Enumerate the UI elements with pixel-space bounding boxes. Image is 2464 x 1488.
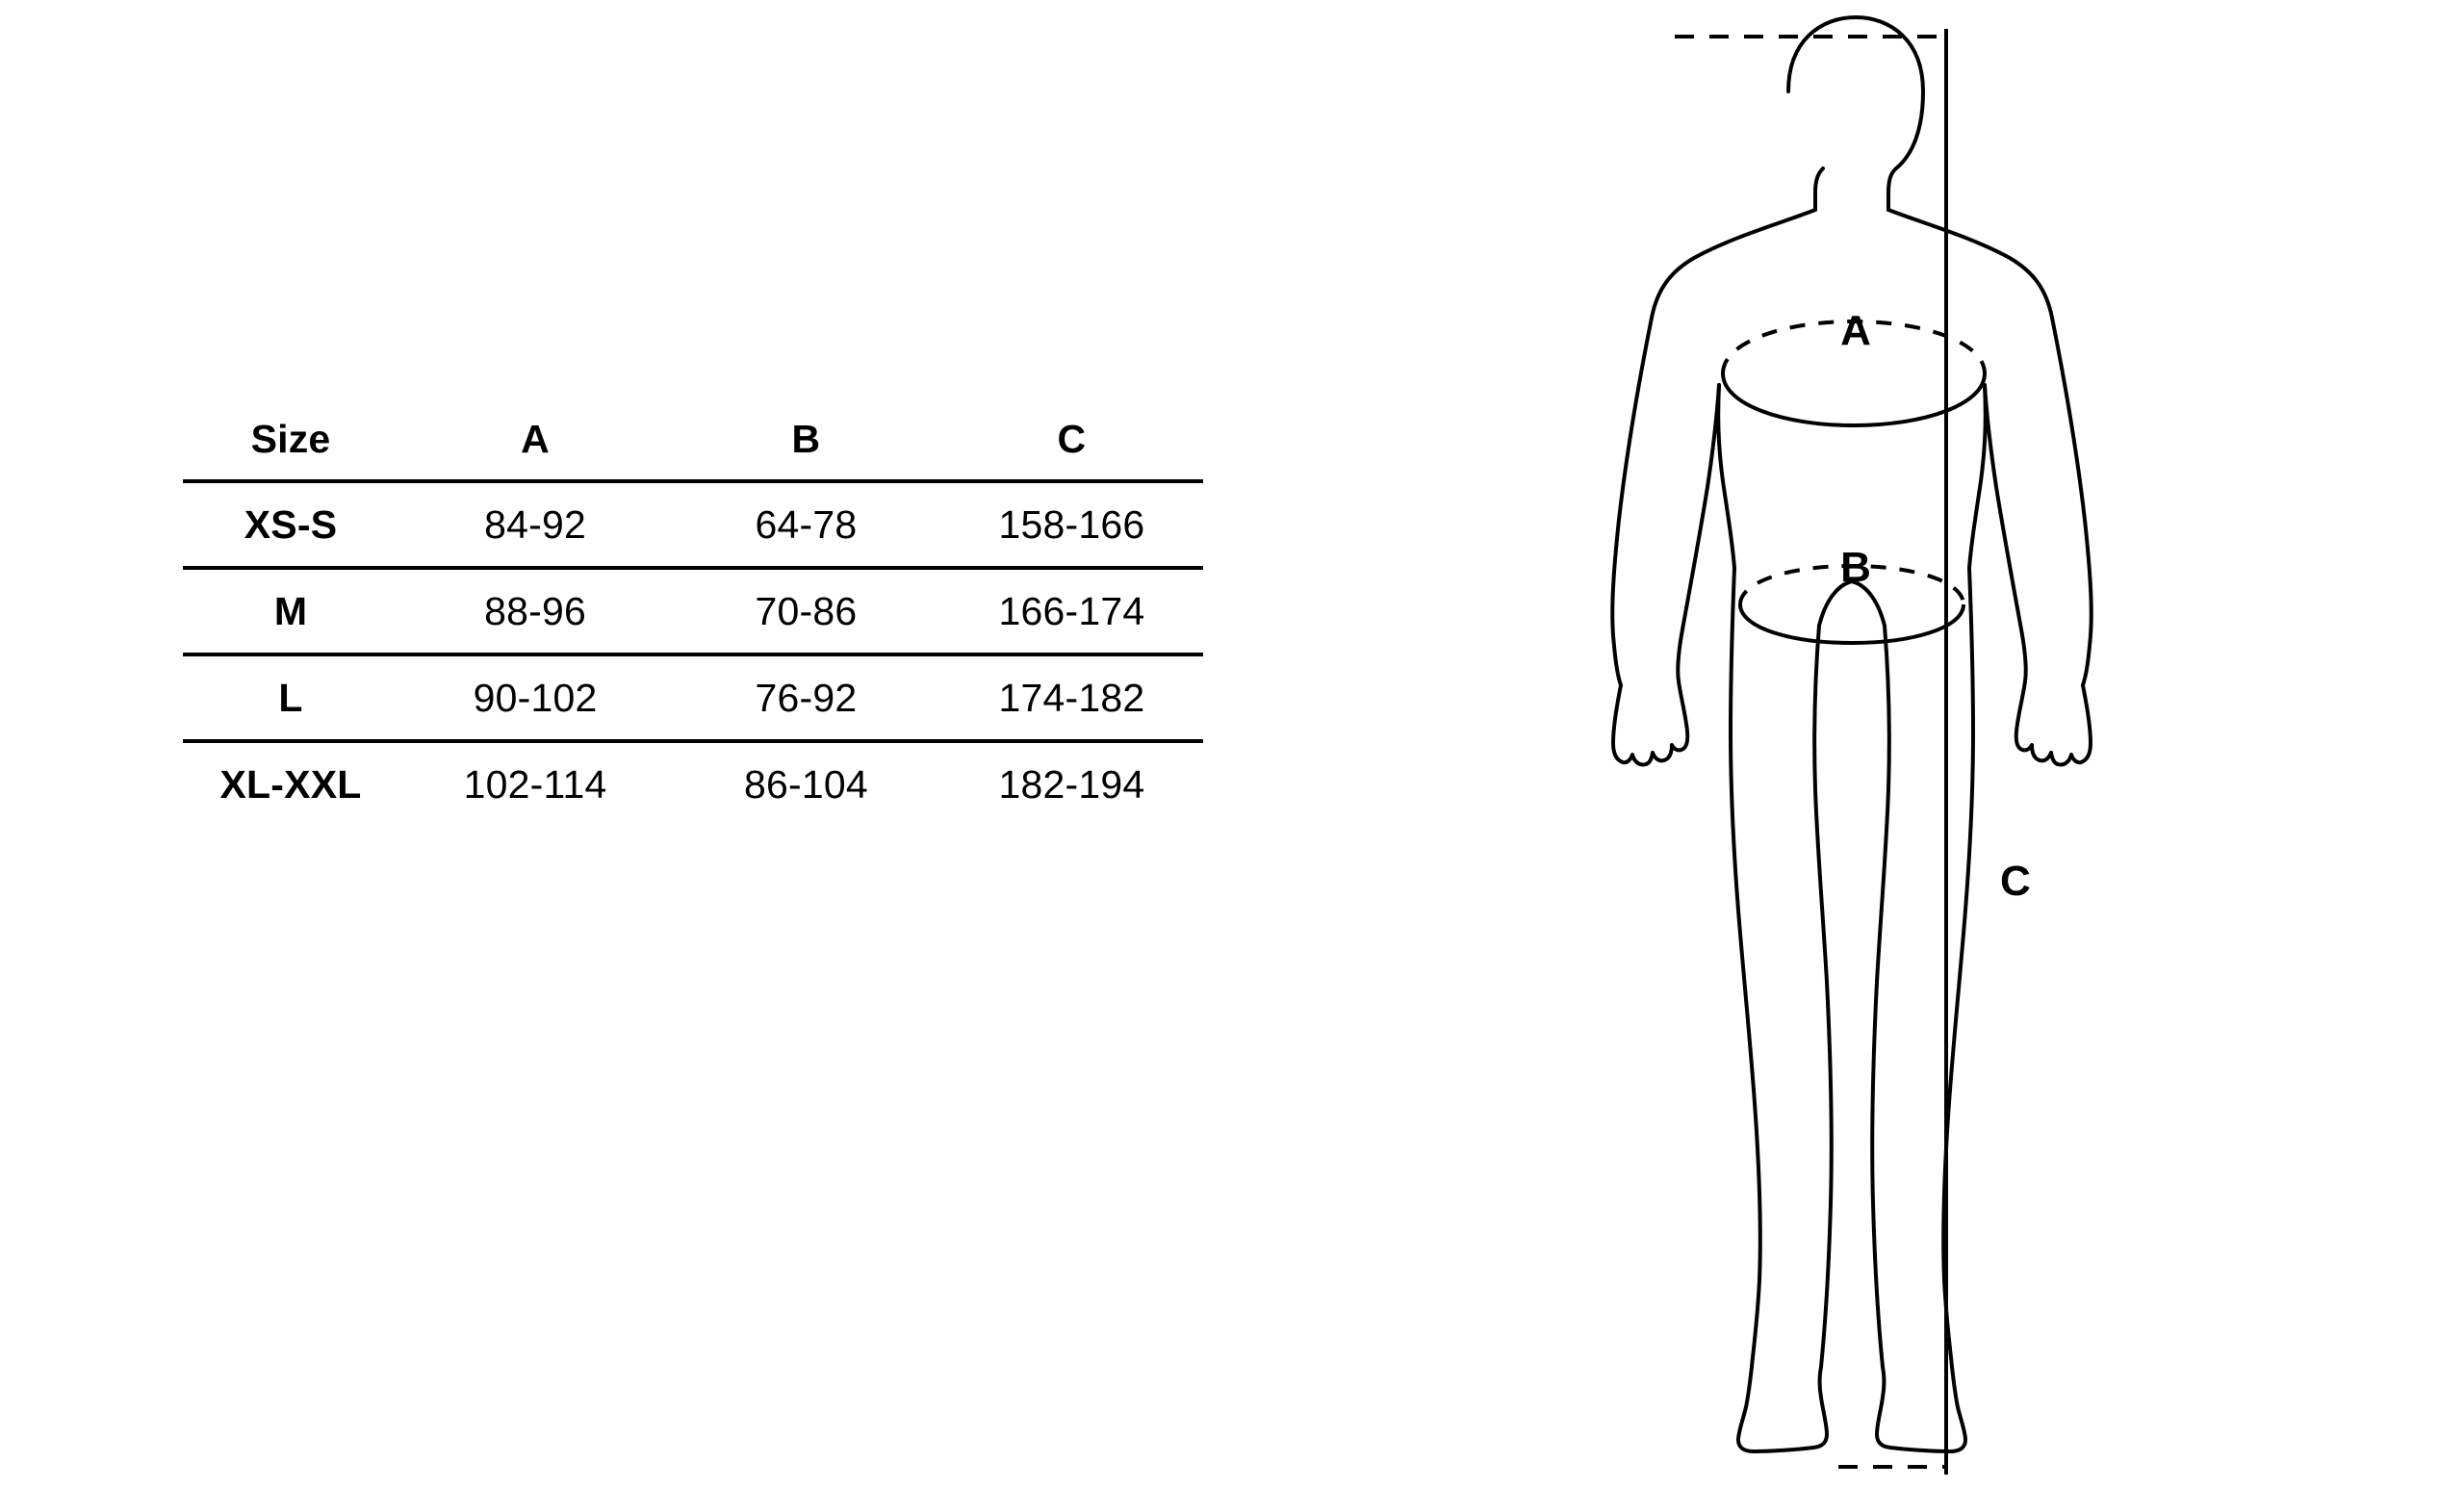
waist-label: B [1840, 544, 1871, 591]
size-table-body [183, 481, 1203, 826]
body-silhouette-icon [1612, 17, 2092, 1451]
table-row [183, 568, 1203, 654]
row-value-a: 90-102 [473, 675, 598, 720]
size-table [183, 404, 1203, 826]
row-value-c: 174-182 [998, 675, 1145, 720]
table-row [183, 741, 1203, 826]
row-value-b: 86-104 [744, 761, 868, 807]
row-value-b: 76-92 [755, 675, 858, 720]
row-size-label: M [273, 588, 308, 633]
row-size-label: XS-S [244, 501, 338, 547]
row-value-a: 102-114 [463, 761, 607, 807]
table-header-row [183, 404, 1203, 481]
height-label: C [2000, 858, 2031, 905]
size-table-container [183, 404, 1203, 826]
body-measurement-diagram [1578, 0, 2445, 1488]
row-value-c: 158-166 [998, 501, 1145, 547]
table-row [183, 481, 1203, 568]
header-b: B [791, 416, 821, 461]
row-value-c: 182-194 [998, 761, 1145, 807]
header-c: C [1057, 416, 1087, 461]
row-value-c: 166-174 [998, 588, 1145, 633]
row-value-b: 70-86 [755, 588, 858, 633]
chest-label: A [1840, 307, 1871, 354]
header-a: A [521, 416, 550, 461]
row-value-b: 64-78 [755, 501, 858, 547]
table-row [183, 654, 1203, 741]
row-size-label: L [278, 675, 303, 720]
row-size-label: XL-XXL [219, 761, 362, 807]
size-table-header [183, 404, 1203, 481]
row-value-a: 84-92 [484, 501, 586, 547]
row-value-a: 88-96 [484, 588, 586, 633]
header-size: Size [250, 416, 331, 461]
